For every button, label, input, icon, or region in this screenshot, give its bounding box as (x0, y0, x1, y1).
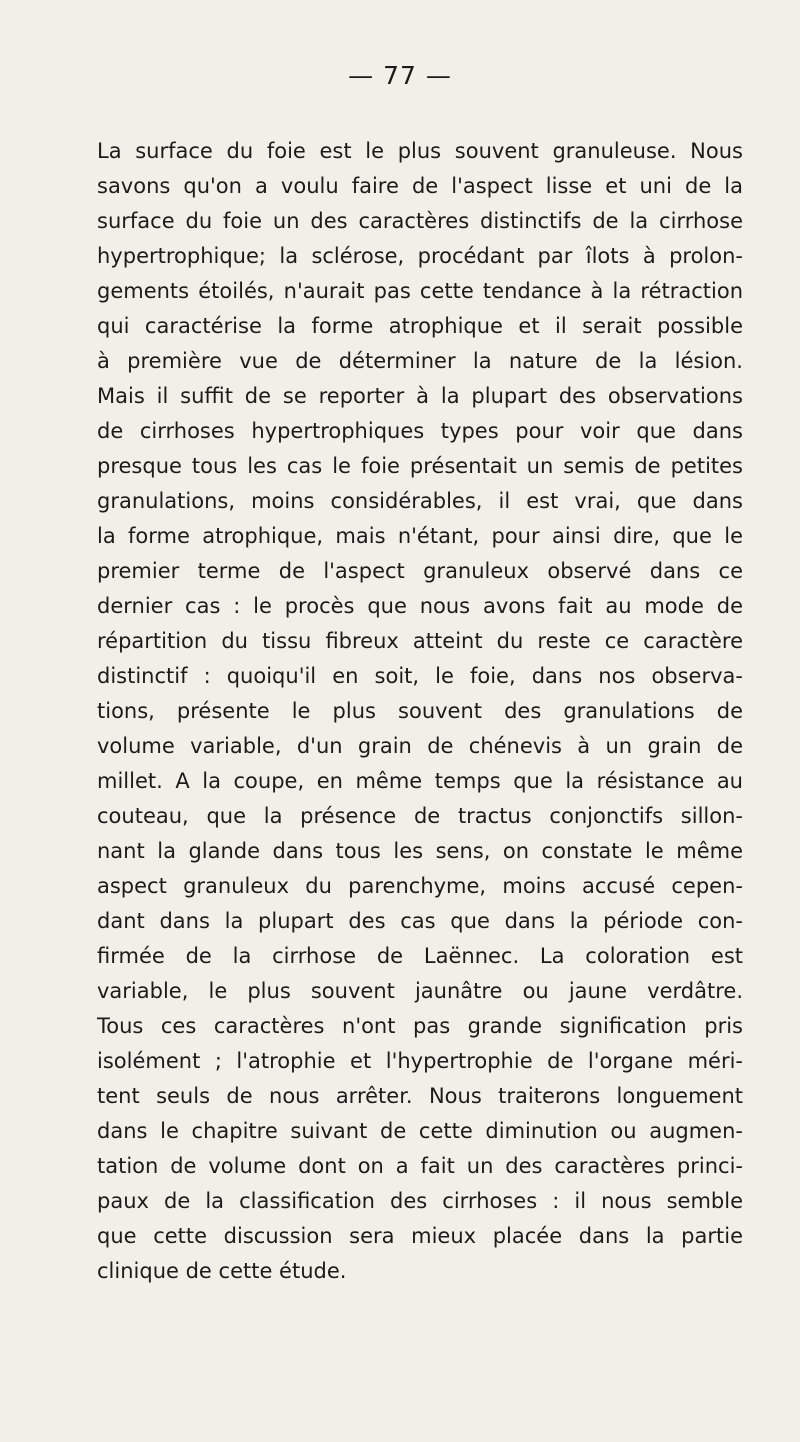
text-line: gements étoilés, n'aurait pas cette tendance à la rétraction (97, 279, 743, 303)
text-line: de cirrhoses hypertrophiques types pour voir que dans (97, 419, 743, 443)
text-line: couteau, que la présence de tractus conjonctifs sillon- (97, 804, 743, 828)
text-line: Mais il suffit de se reporter à la plupart des observations (97, 384, 743, 408)
text-line: paux de la classification des cirrhoses : il nous semble (97, 1189, 743, 1213)
text-line: aspect granuleux du parenchyme, moins accusé cepen- (97, 874, 743, 898)
text-line: hypertrophique; la sclérose, procédant par îlots à prolon- (97, 244, 743, 268)
text-line: distinctif : quoiqu'il en soit, le foie, dans nos observa- (97, 664, 743, 688)
text-line: Tous ces caractères n'ont pas grande signification pris (97, 1014, 743, 1038)
body-paragraph (97, 134, 743, 1289)
text-line: qui caractérise la forme atrophique et il serait possible (97, 314, 743, 338)
text-line: dant dans la plupart des cas que dans la période con- (97, 909, 743, 933)
text-line: firmée de la cirrhose de Laënnec. La coloration est (97, 944, 743, 968)
text-line: tions, présente le plus souvent des granulations de (97, 699, 743, 723)
text-line: dans le chapitre suivant de cette diminution ou augmen- (97, 1119, 743, 1143)
text-line: clinique de cette étude. (97, 1259, 347, 1283)
text-line: variable, le plus souvent jaunâtre ou jaune verdâtre. (97, 979, 743, 1003)
text-line: la forme atrophique, mais n'étant, pour ainsi dire, que le (97, 524, 743, 548)
text-line: La surface du foie est le plus souvent granuleuse. Nous (97, 139, 743, 163)
text-line: dernier cas : le procès que nous avons fait au mode de (97, 594, 743, 618)
text-line: granulations, moins considérables, il est vrai, que dans (97, 489, 743, 513)
text-line: à première vue de déterminer la nature de la lésion. (97, 349, 743, 373)
text-line: tation de volume dont on a fait un des caractères princi- (97, 1154, 743, 1178)
text-line: nant la glande dans tous les sens, on constate le même (97, 839, 743, 863)
text-line: répartition du tissu fibreux atteint du reste ce caractère (97, 629, 743, 653)
text-line: volume variable, d'un grain de chénevis à un grain de (97, 734, 743, 758)
text-line: surface du foie un des caractères distinctifs de la cirrhose (97, 209, 743, 233)
text-line: que cette discussion sera mieux placée dans la partie (97, 1224, 743, 1248)
text-line: tent seuls de nous arrêter. Nous traiterons longuement (97, 1084, 743, 1108)
text-line: isolément ; l'atrophie et l'hypertrophie de l'organe méri- (97, 1049, 743, 1073)
text-line: presque tous les cas le foie présentait un semis de petites (97, 454, 743, 478)
text-line: premier terme de l'aspect granuleux observé dans ce (97, 559, 743, 583)
text-line: millet. A la coupe, en même temps que la résistance au (97, 769, 743, 793)
page-number: — 77 — (348, 61, 452, 90)
text-line: savons qu'on a voulu faire de l'aspect lisse et uni de la (97, 174, 743, 198)
